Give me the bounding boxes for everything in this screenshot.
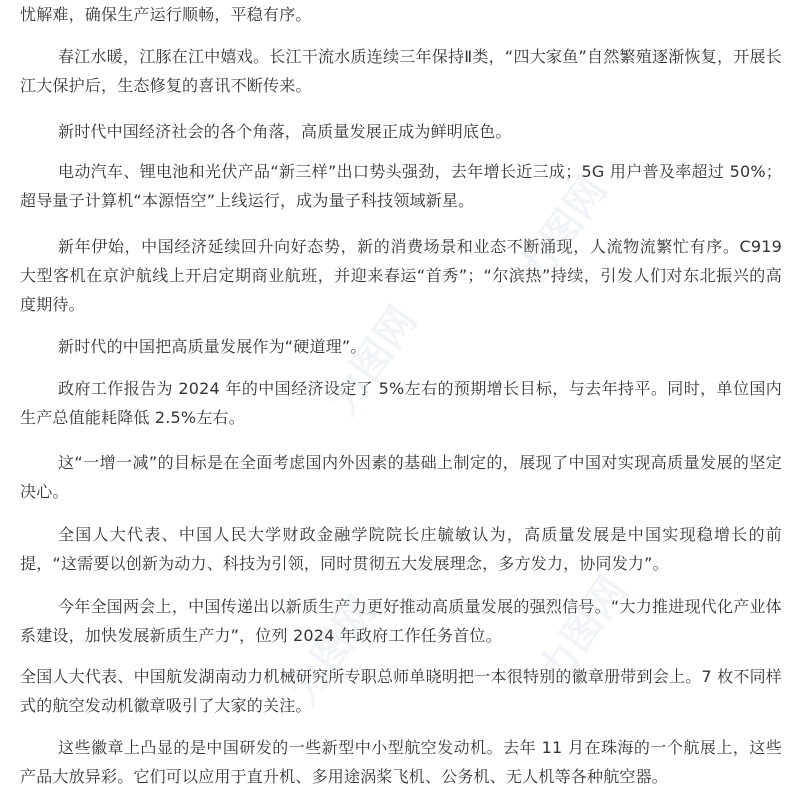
paragraph-3: 新时代中国经济社会的各个角落，高质量发展正成为鲜明底色。 (58, 122, 512, 141)
paragraph-8: 这“一增一减”的目标是在全面考虑国内外因素的基础上制定的，展现了中国对实现高质量发展的坚定决心。 (20, 453, 782, 501)
paragraph-12: 这些徽章上凸显的是中国研发的一些新型中小型航空发动机。去年 11 月在珠海的一个航展上，这些产品大放异彩。它们可以应用于直升机、多用途涡桨飞机、公务机、无人机等各种航空器。 (20, 738, 782, 786)
paragraph-11: 全国人大代表、中国航发湖南动力机械研究所专职总师单晓明把一本很特别的徽章册带到会上。7 枚不同样式的航空发动机徽章吸引了大家的关注。 (20, 667, 782, 715)
watermark-logo: 力图网 (529, 568, 637, 693)
paragraph-7: 政府工作报告为 2024 年的中国经济设定了 5%左右的预期增长目标，与去年持平。同时，单位国内生产总值能耗降低 2.5%左右。 (20, 379, 782, 427)
watermark-logo: 力图网 (319, 298, 427, 423)
paragraph-2: 春江水暖，江豚在江中嬉戏。长江干流水质连续三年保持Ⅱ类，“四大家鱼”自然繁殖逐渐恢复，开展长江大保护后，生态修复的喜讯不断传来。 (20, 47, 782, 95)
watermark-logo: 力图网 (279, 588, 387, 713)
paragraph-9: 全国人大代表、中国人民大学财政金融学院院长庄毓敏认为，高质量发展是中国实现稳增长的前提，“这需要以创新为动力、科技为引领，同时贯彻五大发展理念，多方发力，协同发力”。 (20, 525, 782, 573)
paragraph-10: 今年全国两会上，中国传递出以新质生产力更好推动高质量发展的强烈信号。“大力推进现代化产业体系建设，加快发展新质生产力”，位列 2024 年政府工作任务首位。 (20, 597, 782, 645)
paragraph-5: 新年伊始，中国经济延续回升向好态势，新的消费场景和业态不断涌现，人流物流繁忙有序。C919 大型客机在京沪航线上开启定期商业航班，并迎来春运“首秀”；“尔滨热”持续，引发人们对东北振兴的高度期待。 (20, 237, 782, 314)
watermark-logo: 力图网 (509, 168, 617, 293)
paragraph-1: 忧解难，确保生产运行顺畅，平稳有序。 (20, 5, 312, 24)
paragraph-4: 电动汽车、锂电池和光伏产品“新三样”出口势头强劲，去年增长近三成；5G 用户普及率超过 50%；超导量子计算机“本源悟空”上线运行，成为量子科技领域新星。 (20, 162, 782, 210)
paragraph-6: 新时代的中国把高质量发展作为“硬道理”。 (58, 337, 367, 356)
